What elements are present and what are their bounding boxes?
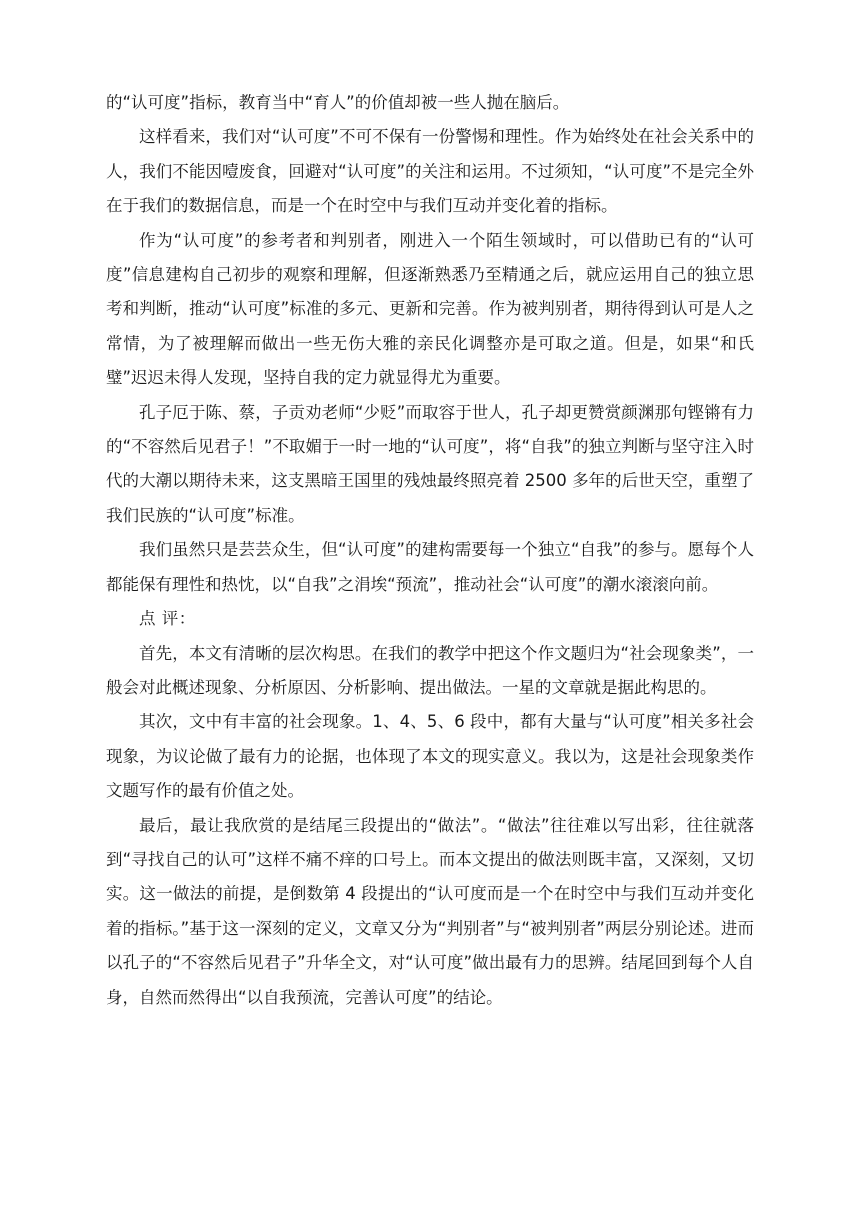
paragraph: 我们虽然只是芸芸众生，但“认可度”的建构需要每一个独立“自我”的参与。愿每个人都能保有理性和热忱，以“自我”之涓埃“预流”，推动社会“认可度”的潮水滚滚向前。 xyxy=(106,540,754,594)
paragraph: 最后，最让我欣赏的是结尾三段提出的“做法”。“做法”往往难以写出彩，往往就落到“寻找自己的认可”这样不痛不痒的口号上。而本文提出的做法则既丰富，又深刻，又切实。这一做法的前提，是倒数第 4 段提出的“认可度而是一个在时空中与我们互动并变化着的指标。”基于这一深刻的定义，文章又分为“判别者”与“被判别者”两层分别论述。进而以孔子的“不容然后见君子”升华全文，对“认可度”做出最有力的思辨。结尾回到每个人自身，自然而然得出“以自我预流，完善认可度”的结论。 xyxy=(106,815,754,1007)
paragraph: 这样看来，我们对“认可度”不可不保有一份警惕和理性。作为始终处在社会关系中的人，我们不能因噎废食，回避对“认可度”的关注和运用。不过须知，“认可度”不是完全外在于我们的数据信息，而是一个在时空中与我们互动并变化着的指标。 xyxy=(106,127,754,216)
paragraph: 的“认可度”指标，教育当中“育人”的价值却被一些人抛在脑后。 xyxy=(106,93,570,112)
paragraph: 孔子厄于陈、蔡，子贡劝老师“少贬”而取容于世人，孔子却更赞赏颜渊那句铿锵有力的“不容然后见君子！”不取媚于一时一地的“认可度”，将“自我”的独立判断与坚守注入时代的大潮以期待未来，这支黑暗王国里的残烛最终照亮着 2500 多年的后世天空，重塑了我们民族的“认可度”标准。 xyxy=(106,402,754,525)
article-body xyxy=(106,86,754,1015)
comment-heading: 点 评： xyxy=(139,609,196,629)
paragraph: 其次，文中有丰富的社会现象。1、4、5、6 段中，都有大量与“认可度”相关多社会现象，为议论做了最有力的论据，也体现了本文的现实意义。我以为，这是社会现象类作文题写作的最有价值之处。 xyxy=(106,712,754,801)
paragraph: 首先，本文有清晰的层次构思。在我们的教学中把这个作文题归为“社会现象类”，一般会对此概述现象、分析原因、分析影响、提出做法。一星的文章就是据此构思的。 xyxy=(106,643,754,697)
paragraph: 作为“认可度”的参考者和判别者，刚进入一个陌生领域时，可以借助已有的“认可度”信息建构自己初步的观察和理解，但逐渐熟悉乃至精通之后，就应运用自己的独立思考和判断，推动“认可度”标准的多元、更新和完善。作为被判别者，期待得到认可是人之常情，为了被理解而做出一些无伤大雅的亲民化调整亦是可取之道。但是，如果“和氏璧”迟迟未得人发现，坚持自我的定力就显得尤为重要。 xyxy=(106,230,754,388)
